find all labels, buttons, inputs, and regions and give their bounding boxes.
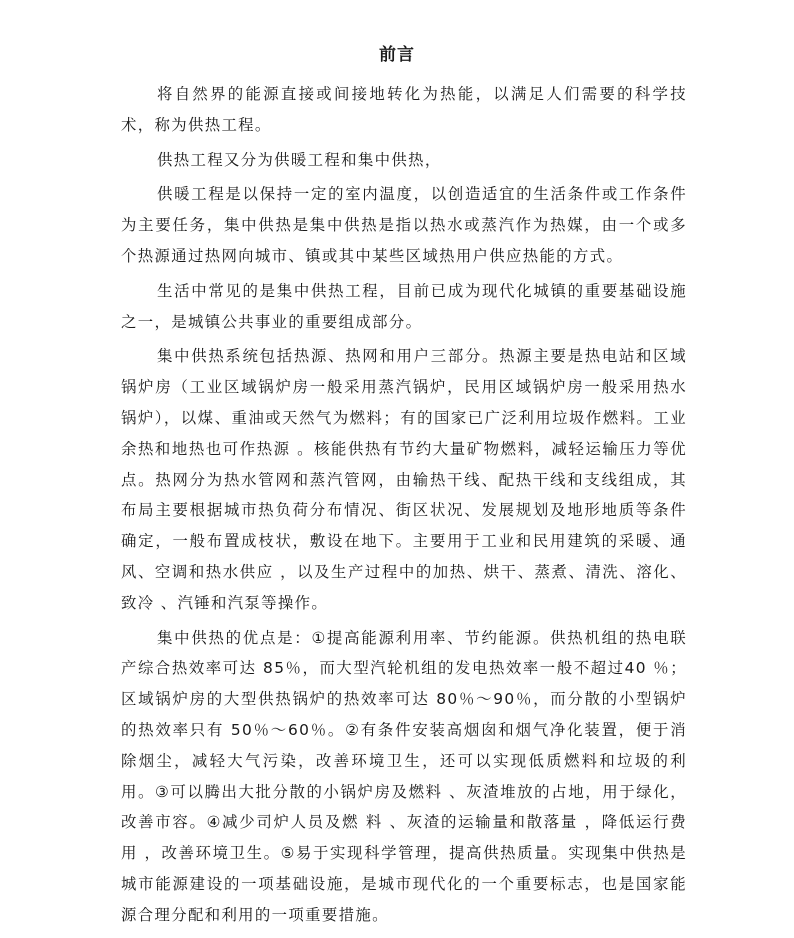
page-title: 前言	[379, 45, 415, 65]
paragraph-definition: 将自然界的能源直接或间接地转化为热能，以满足人们需要的科学技术，称为供热工程。	[121, 85, 687, 134]
document-body	[121, 79, 687, 935]
paragraph-heating-vs-central: 供暖工程是以保持一定的室内温度，以创造适宜的生活条件或工作条件为主要任务，集中供热是集中供热是指以热水或蒸汽作为热媒，由一个或多个热源通过热网向城市、镇或其中某些区域热用户供应热能的方式。	[121, 185, 687, 265]
paragraph-advantages: 集中供热的优点是：①提高能源利用率、节约能源。供热机组的热电联产综合热效率可达 85％，而大型汽轮机组的发电热效率一般不超过40 ％；区域锅炉房的大型供热锅炉的热效率可达 80％～90％，而分散的小型锅炉的热效率只有 50％～60％。②有条件安装高烟囱和烟气净化装置，便于消除烟尘，减轻大气污染，改善环境卫生，还可以实现低质燃料和垃圾的利用。③可以腾出大批分散的小锅炉房及燃料 、灰渣堆放的占地，用于绿化，改善市容。④减少司炉人员及燃 料 、灰渣的运输量和散落量 ，降低运行费用 ，改善环境卫生。⑤易于实现科学管理，提高供热质量。实现集中供热是城市能源建设的一项基础设施，是城市现代化的一个重要标志，也是国家能源合理分配和利用的一项重要措施。	[121, 628, 687, 924]
paragraph-classification: 供热工程又分为供暖工程和集中供热，	[157, 150, 442, 169]
paragraph-importance: 生活中常见的是集中供热工程，目前已成为现代化城镇的重要基础设施之一，是城镇公共事业的重要组成部分。	[121, 281, 687, 331]
paragraph-system-components: 集中供热系统包括热源、热网和用户三部分。热源主要是热电站和区域锅炉房（工业区域锅炉房一般采用蒸汽锅炉，民用区域锅炉房一般采用热水锅炉），以煤、重油或天然气为燃料；有的国家已广泛利用垃圾作燃料。工业余热和地热也可作热源 。核能供热有节约大量矿物燃料，减轻运输压力等优点。热网分为热水管网和蒸汽管网，由输热干线、配热干线和支线组成，其布局主要根据城市热负荷分布情况、街区状况、发展规划及地形地质等条件确定，一般布置成枝状，敷设在地下。主要用于工业和民用建筑的采暖、通风、空调和热水供应 ，以及生产过程中的加热、烘干、蒸煮、清洗、溶化、致冷 、汽锤和汽泵等操作。	[121, 347, 687, 612]
